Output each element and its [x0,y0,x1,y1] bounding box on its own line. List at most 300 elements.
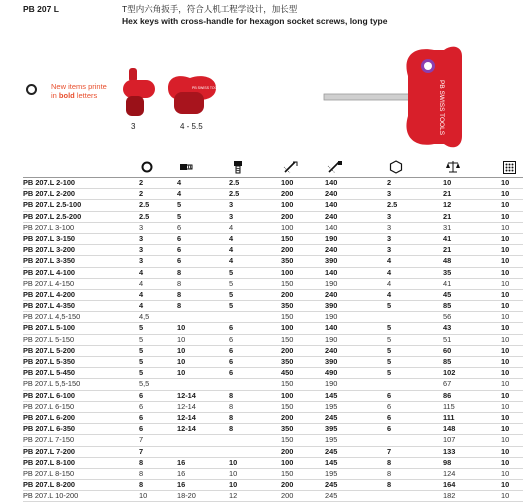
cell-hex-size: 3 [139,222,144,232]
large-handle-image [162,70,220,120]
cell-total-length: 240 [325,245,338,255]
cell-weight: 21 [443,189,452,199]
cell-total-length: 390 [325,357,338,366]
screw-head-icon [229,157,281,177]
cell-blade-length: 200 [281,480,294,490]
cell-article-number: PB 207.L 7-150 [23,435,75,445]
cell-hex-size-alt: 5 [387,357,392,366]
cell-screw-size: 10 [177,323,186,333]
cell-article-number: PB 207.L 3-350 [23,256,76,266]
cell-weight: 111 [443,412,455,422]
cell-hex-size-alt: 4 [387,256,392,266]
title-english: Hex keys with cross-handle for hexagon socket screws, long type [122,16,388,26]
cell-hex-size-alt: 6 [387,412,392,422]
cell-head-size [229,447,281,457]
cell-weight: 12 [443,200,452,210]
cell-weight: 35 [443,267,452,277]
cell-screw-size: 10 [177,368,186,378]
title-chinese: T型内六角扳手，符合人机工程学设计，加长型 [122,4,298,14]
cell-hex-size-alt: 5 [387,301,392,311]
cell-pack-qty: 10 [501,424,510,434]
table-header [23,157,523,178]
cell-blade-length: 150 [281,401,294,411]
cell-hex-size: 5,5 [139,379,150,389]
cell-screw-size: 12-14 [177,424,196,434]
cell-pack-qty: 10 [501,189,510,199]
cell-weight: 124 [443,468,456,478]
cell-blade-length: 150 [281,468,294,478]
cell-pack-qty: 10 [501,368,510,378]
cell-weight: 56 [443,312,452,322]
cell-article-number: PB 207.L 5-150 [23,334,75,344]
blade-length-icon [281,157,325,177]
cell-weight: 102 [443,368,456,378]
cell-screw-size [177,447,229,457]
cell-blade-length: 350 [281,256,294,266]
cell-hex-size-alt: 8 [387,480,392,490]
cell-screw-size: 10 [177,334,186,344]
cell-article-number: PB 207.L 5-100 [23,323,76,333]
table-row [23,402,523,413]
cell-head-size: 10 [229,468,238,478]
cell-screw-size: 8 [177,289,182,299]
cell-blade-length: 100 [281,323,294,333]
cell-screw-size: 6 [177,256,182,266]
cell-weight: 85 [443,357,452,366]
cell-total-length: 145 [325,457,338,467]
cell-article-number: PB 207.L 2-200 [23,189,76,199]
cell-head-size: 6 [229,323,234,333]
cell-head-size [229,435,281,445]
cell-hex-size-alt: 5 [387,368,392,378]
cell-total-length: 240 [325,189,338,199]
cell-screw-size: 12-14 [177,401,196,411]
cell-total-length: 140 [325,222,338,232]
cell-weight: 115 [443,401,455,411]
cell-head-size: 6 [229,368,234,378]
cell-pack-qty: 10 [501,222,510,232]
table-row [23,480,523,491]
cell-weight: 41 [443,233,452,243]
table-row [23,357,523,368]
cell-blade-length: 200 [281,211,294,221]
cell-head-size: 8 [229,390,234,400]
cell-blade-length: 200 [281,289,294,299]
cell-pack-qty: 10 [501,334,510,344]
cell-screw-size: 8 [177,278,182,288]
table-row [23,234,523,245]
table-row [23,469,523,480]
cell-total-length: 240 [325,289,338,299]
cell-weight: 86 [443,390,452,400]
cell-total-length: 190 [325,334,338,344]
hex-socket-icon [139,157,177,177]
svg-text:PB SWISS TOOLS: PB SWISS TOOLS [438,80,445,136]
table-row [23,223,523,234]
cell-hex-size: 5 [139,357,144,366]
cell-pack-qty: 10 [501,245,510,255]
cell-total-length: 190 [325,278,338,288]
cell-blade-length: 150 [281,278,294,288]
cell-blade-length: 350 [281,357,294,366]
cell-pack-qty: 10 [501,267,510,277]
cell-hex-size: 4 [139,289,144,299]
cell-screw-size: 16 [177,468,186,478]
cell-screw-size [177,379,229,389]
table-row [23,268,523,279]
cell-total-length: 390 [325,256,338,266]
small-handle-size-label: 3 [131,122,136,131]
cell-hex-size: 5 [139,345,144,355]
cell-article-number: PB 207.L 4-350 [23,301,76,311]
cell-article-number: PB 207.L 5,5-150 [23,379,81,389]
cell-hex-size: 6 [139,401,144,411]
cell-hex-size: 4 [139,301,144,311]
cell-head-size [229,312,281,322]
cell-hex-size: 3 [139,256,144,266]
cell-head-size: 5 [229,289,234,299]
cell-pack-qty: 10 [501,256,510,266]
cell-blade-length: 200 [281,412,294,422]
cell-hex-size-alt [387,379,443,389]
cell-hex-size: 6 [139,424,144,434]
cell-blade-length: 450 [281,368,294,378]
small-handle-image [120,66,160,120]
cell-hex-size-alt [387,491,443,501]
cell-total-length: 245 [325,412,338,422]
large-handle-size-label: 4 - 5.5 [180,122,203,131]
cell-total-length: 140 [325,323,338,333]
cell-screw-size: 6 [177,245,182,255]
cell-total-length: 240 [325,345,338,355]
cell-pack-qty: 10 [501,200,510,210]
cell-screw-size: 6 [177,222,182,232]
cell-screw-size: 10 [177,345,186,355]
cell-head-size: 6 [229,334,234,344]
cell-hex-size: 8 [139,468,144,478]
cell-total-length: 245 [325,491,338,501]
table-row [23,424,523,435]
cell-article-number: PB 207.L 4-100 [23,267,76,277]
cell-pack-qty: 10 [501,357,510,366]
cell-hex-size-alt: 2.5 [387,200,398,210]
cell-head-size: 10 [229,480,238,490]
product-code: PB 207 L [23,4,59,14]
table-row [23,458,523,469]
cell-screw-size: 6 [177,233,182,243]
cell-pack-qty: 10 [501,301,510,311]
table-row [23,391,523,402]
cell-total-length: 190 [325,233,338,243]
cell-hex-size-alt: 2 [387,178,392,187]
cell-blade-length: 150 [281,435,294,445]
table-row [23,256,523,267]
cell-head-size: 4 [229,245,234,255]
cell-weight: 85 [443,301,452,311]
cell-weight: 21 [443,211,452,221]
cell-pack-qty: 10 [501,323,510,333]
cell-total-length: 140 [325,178,338,187]
cell-weight: 67 [443,379,452,389]
cell-weight: 51 [443,334,452,344]
cell-hex-size-alt: 3 [387,189,392,199]
table-row [23,323,523,334]
cell-hex-size: 2.5 [139,200,150,210]
cell-blade-length: 100 [281,390,294,400]
cell-total-length: 195 [325,468,338,478]
cell-weight: 107 [443,435,456,445]
cell-article-number: PB 207.L 7-200 [23,446,76,456]
cell-hex-size: 7 [139,435,144,445]
cell-head-size: 8 [229,401,234,411]
cell-hex-size: 8 [139,480,144,490]
cell-blade-length: 150 [281,312,294,322]
cell-hex-size-alt: 5 [387,345,392,355]
cell-article-number: PB 207.L 3-150 [23,233,76,243]
cell-hex-size: 2 [139,178,144,187]
note-in: in [51,91,59,100]
cell-total-length: 140 [325,267,338,277]
cell-weight: 43 [443,323,452,333]
cell-article-number: PB 207.L 3-200 [23,245,76,255]
cell-pack-qty: 10 [501,491,510,501]
cell-pack-qty: 10 [501,390,510,400]
cell-article-number: PB 207.L 4-150 [23,278,75,288]
cell-total-length: 390 [325,301,338,311]
cell-article-number: PB 207.L 6-200 [23,412,76,422]
cell-blade-length: 100 [281,200,294,210]
cell-article-number: PB 207.L 5-200 [23,345,76,355]
cell-pack-qty: 10 [501,401,510,411]
cell-head-size: 5 [229,278,234,288]
table-row [23,178,523,189]
table-row [23,279,523,290]
cell-pack-qty: 10 [501,345,510,355]
cell-screw-size [177,312,229,322]
cell-total-length: 490 [325,368,338,378]
cell-total-length: 245 [325,480,338,490]
cell-article-number: PB 207.L 8-150 [23,468,75,478]
cell-weight: 182 [443,491,456,501]
cell-article-number: PB 207.L 5-450 [23,368,76,378]
cell-blade-length: 200 [281,491,294,501]
table-row [23,447,523,458]
cell-hex-size-alt: 3 [387,245,392,255]
cell-pack-qty: 10 [501,289,510,299]
cell-hex-size-alt: 5 [387,334,392,344]
cell-article-number: PB 207.L 2.5-100 [23,200,82,210]
cell-total-length: 195 [325,401,338,411]
cell-hex-size: 2 [139,189,144,199]
cell-screw-size: 12-14 [177,390,196,400]
cell-screw-size [177,435,229,445]
cell-blade-length: 200 [281,245,294,255]
hexagon-icon [387,157,443,177]
cell-article-number: PB 207.L 5-350 [23,357,76,366]
cell-pack-qty: 10 [501,178,510,187]
cell-article-number: PB 207.L 8-200 [23,480,76,490]
cell-hex-size: 5 [139,368,144,378]
cell-weight: 148 [443,424,456,434]
cell-pack-qty: 10 [501,468,510,478]
cell-total-length: 190 [325,312,338,322]
screw-icon [177,157,229,177]
cell-weight: 10 [443,178,452,187]
table-row [23,189,523,200]
cell-blade-length: 100 [281,178,294,187]
table-row [23,335,523,346]
cell-blade-length: 150 [281,233,294,243]
cell-weight: 45 [443,289,452,299]
cell-hex-size: 3 [139,233,144,243]
cell-total-length: 245 [325,446,338,456]
cell-hex-size-alt: 8 [387,457,392,467]
cell-pack-qty: 10 [501,435,510,445]
cell-pack-qty: 10 [501,446,510,456]
cell-hex-size: 6 [139,412,144,422]
weight-scale-icon [443,157,501,177]
packaging-grid-icon [501,157,523,177]
cell-article-number: PB 207.L 2-100 [23,178,76,187]
total-length-icon [325,157,387,177]
cell-head-size: 4 [229,256,234,266]
cell-head-size: 2.5 [229,189,240,199]
cell-hex-size: 7 [139,446,144,456]
cell-weight: 41 [443,278,452,288]
cell-blade-length: 100 [281,457,294,467]
cell-pack-qty: 10 [501,457,510,467]
cell-screw-size: 4 [177,178,182,187]
t-handle-key-image [322,36,482,154]
cell-head-size: 4 [229,222,234,232]
cell-hex-size: 4,5 [139,312,150,322]
product-table-body [23,178,523,502]
cell-blade-length: 150 [281,334,294,344]
cell-total-length: 190 [325,379,338,389]
cell-article-number: PB 207.L 10-200 [23,491,79,501]
cell-blade-length: 350 [281,301,294,311]
note-prefix: New items printe [51,82,107,91]
cell-hex-size: 5 [139,323,144,333]
cell-screw-size: 5 [177,200,182,210]
cell-screw-size: 8 [177,267,182,277]
cell-head-size: 5 [229,301,234,311]
cell-hex-size-alt: 3 [387,233,392,243]
cell-blade-length: 200 [281,189,294,199]
cell-hex-size: 4 [139,278,144,288]
cell-head-size: 8 [229,412,234,422]
cell-hex-size-alt: 7 [387,446,392,456]
ring-icon [26,84,37,95]
cell-total-length: 395 [325,424,338,434]
cell-total-length: 145 [325,390,338,400]
cell-head-size: 10 [229,457,238,467]
table-row [23,491,523,502]
cell-hex-size-alt: 4 [387,289,392,299]
cell-hex-size-alt: 4 [387,278,392,288]
table-row [23,368,523,379]
cell-head-size: 5 [229,267,234,277]
cell-head-size: 6 [229,345,234,355]
cell-blade-length: 350 [281,424,294,434]
cell-hex-size-alt: 5 [387,323,392,333]
cell-head-size: 2.5 [229,178,240,187]
cell-screw-size: 5 [177,211,182,221]
cell-head-size: 6 [229,357,234,366]
cell-blade-length: 100 [281,267,294,277]
table-row [23,346,523,357]
cell-article-number: PB 207.L 4,5-150 [23,312,81,322]
cell-article-number: PB 207.L 6-350 [23,424,76,434]
note-bold-word: bold [58,91,75,100]
cell-pack-qty: 10 [501,278,510,288]
cell-hex-size: 10 [139,491,148,501]
cell-pack-qty: 10 [501,233,510,243]
cell-weight: 133 [443,446,456,456]
table-row [23,212,523,223]
cell-hex-size-alt: 4 [387,267,392,277]
cell-hex-size-alt: 6 [387,390,392,400]
cell-hex-size: 2.5 [139,211,150,221]
cell-screw-size: 8 [177,301,182,311]
cell-hex-size-alt: 6 [387,424,392,434]
cell-weight: 31 [443,222,452,232]
cell-hex-size-alt: 6 [387,401,392,411]
cell-screw-size: 12-14 [177,412,196,422]
cell-pack-qty: 10 [501,379,510,389]
table-row [23,312,523,323]
cell-head-size: 3 [229,211,234,221]
table-row [23,301,523,312]
cell-hex-size-alt [387,435,443,445]
cell-screw-size: 16 [177,480,186,490]
svg-text:PB SWISS TOOLS: PB SWISS TOOLS [192,86,222,90]
table-row [23,290,523,301]
table-row [23,379,523,390]
cell-total-length: 140 [325,200,338,210]
cell-head-size: 3 [229,200,234,210]
cell-weight: 164 [443,480,456,490]
cell-hex-size: 6 [139,390,144,400]
cell-article-number: PB 207.L 3-100 [23,222,75,232]
cell-total-length: 240 [325,211,338,221]
cell-blade-length: 200 [281,345,294,355]
table-row [23,435,523,446]
cell-pack-qty: 10 [501,412,510,422]
note-suffix: letters [74,91,98,100]
table-row [23,413,523,424]
cell-total-length: 195 [325,435,338,445]
cell-pack-qty: 10 [501,211,510,221]
cell-hex-size-alt: 3 [387,222,392,232]
cell-article-number: PB 207.L 6-150 [23,401,75,411]
cell-weight: 48 [443,256,452,266]
cell-article-number: PB 207.L 2.5-200 [23,211,82,221]
cell-head-size: 8 [229,424,234,434]
cell-hex-size-alt [387,312,443,322]
header-spacer [23,157,139,177]
table-row [23,200,523,211]
cell-hex-size: 4 [139,267,144,277]
table-row [23,245,523,256]
cell-weight: 60 [443,345,452,355]
cell-hex-size: 3 [139,245,144,255]
cell-article-number: PB 207.L 4-200 [23,289,76,299]
cell-weight: 98 [443,457,452,467]
cell-hex-size: 8 [139,457,144,467]
cell-head-size: 12 [229,491,238,501]
cell-hex-size-alt: 8 [387,468,392,478]
